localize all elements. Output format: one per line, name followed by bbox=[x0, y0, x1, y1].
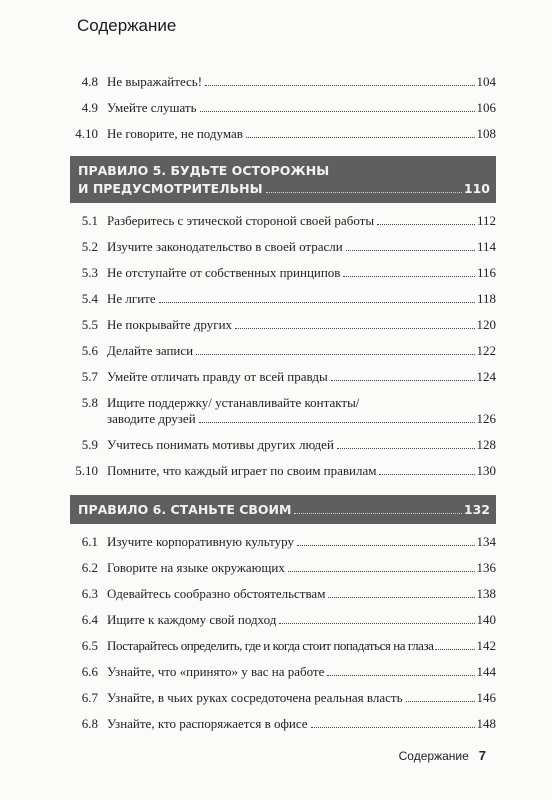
toc-entry[interactable] bbox=[70, 343, 496, 359]
entry-page: 104 bbox=[476, 74, 496, 89]
entry-number: 6.8 bbox=[81, 716, 98, 731]
entry-page: 148 bbox=[476, 716, 496, 731]
entry-number: 4.8 bbox=[81, 74, 98, 89]
dot-leader bbox=[327, 675, 474, 676]
page-number: 7 bbox=[478, 748, 486, 763]
section-header-rule-5[interactable] bbox=[70, 156, 496, 203]
toc-entry[interactable] bbox=[70, 291, 496, 307]
entry-title-line-1: Ищите поддержку/ устанавливайте контакты/ bbox=[107, 395, 360, 410]
entry-page: 138 bbox=[476, 586, 496, 601]
dot-leader bbox=[328, 597, 474, 598]
dot-leader bbox=[266, 192, 462, 193]
entry-number: 5.8 bbox=[81, 395, 98, 410]
toc-entry[interactable] bbox=[70, 716, 496, 732]
entry-title-line-2: заводите друзей bbox=[107, 411, 196, 426]
entry-number: 5.10 bbox=[75, 463, 98, 478]
entry-number: 5.2 bbox=[81, 239, 98, 254]
dot-leader bbox=[159, 302, 475, 303]
entry-number: 6.5 bbox=[81, 638, 98, 653]
entry-number: 6.7 bbox=[81, 690, 98, 705]
toc-entry[interactable] bbox=[70, 317, 496, 333]
dot-leader bbox=[331, 380, 475, 381]
dot-leader bbox=[435, 649, 474, 650]
dot-leader bbox=[196, 354, 474, 355]
toc-entry[interactable] bbox=[70, 534, 496, 550]
dot-leader bbox=[294, 513, 461, 514]
dot-leader bbox=[337, 448, 475, 449]
dot-leader bbox=[377, 224, 475, 225]
toc-entry[interactable] bbox=[70, 74, 496, 90]
entry-page: 134 bbox=[476, 534, 496, 549]
toc-entry[interactable] bbox=[70, 369, 496, 385]
entry-number: 6.6 bbox=[81, 664, 98, 679]
entry-page: 144 bbox=[476, 664, 496, 679]
entry-title: Постарайтесь определить, где и когда стоит попадаться на глаза bbox=[107, 638, 434, 653]
section-page: 132 bbox=[463, 502, 490, 517]
entry-title: Не покрывайте других bbox=[107, 317, 233, 332]
entry-number: 5.3 bbox=[81, 265, 98, 280]
entry-number: 5.9 bbox=[81, 437, 98, 452]
entry-title: Делайте записи bbox=[107, 343, 194, 358]
dot-leader bbox=[200, 111, 475, 112]
entry-number: 4.9 bbox=[81, 100, 98, 115]
entry-page: 146 bbox=[476, 690, 496, 705]
table-of-contents bbox=[70, 74, 496, 742]
entry-title: Узнайте, что «принято» у вас на работе bbox=[107, 664, 325, 679]
entry-page: 126 bbox=[476, 411, 496, 426]
toc-entry[interactable] bbox=[70, 437, 496, 453]
dot-leader bbox=[311, 727, 475, 728]
dot-leader bbox=[199, 422, 475, 423]
entry-page: 140 bbox=[476, 612, 496, 627]
entry-page: 142 bbox=[476, 638, 496, 653]
dot-leader bbox=[235, 328, 474, 329]
entry-page: 116 bbox=[476, 265, 496, 280]
footer-label: Содержание bbox=[398, 749, 469, 763]
entry-title: Не выражайтесь! bbox=[107, 74, 203, 89]
toc-entry[interactable] bbox=[70, 239, 496, 255]
section-header-rule-6[interactable] bbox=[70, 495, 496, 524]
entry-number: 6.3 bbox=[81, 586, 98, 601]
entry-number: 5.6 bbox=[81, 343, 98, 358]
entry-page: 114 bbox=[476, 239, 496, 254]
dot-leader bbox=[288, 571, 475, 572]
entry-title: Умейте слушать bbox=[107, 100, 197, 115]
entry-page: 136 bbox=[476, 560, 496, 575]
entry-number: 5.1 bbox=[81, 213, 98, 228]
dot-leader bbox=[406, 701, 475, 702]
entry-title: Одевайтесь сообразно обстоятельствам bbox=[107, 586, 326, 601]
entry-title: Ищите к каждому свой подход bbox=[107, 612, 277, 627]
entry-page: 108 bbox=[476, 126, 496, 141]
dot-leader bbox=[297, 545, 474, 546]
entry-title: Не отступайте от собственных принципов bbox=[107, 265, 341, 280]
entry-number: 5.7 bbox=[81, 369, 98, 384]
entry-number: 6.2 bbox=[81, 560, 98, 575]
entry-title: Не говорите, не подумав bbox=[107, 126, 243, 141]
dot-leader bbox=[205, 85, 474, 86]
entry-page: 112 bbox=[476, 213, 496, 228]
entry-title: Говорите на языке окружающих bbox=[107, 560, 285, 575]
entry-number: 5.5 bbox=[81, 317, 98, 332]
entry-page: 106 bbox=[476, 100, 496, 115]
section-page: 110 bbox=[463, 181, 490, 196]
entry-title: Узнайте, в чьих руках сосредоточена реальная власть bbox=[107, 690, 403, 705]
entry-title: Изучите корпоративную культуру bbox=[107, 534, 295, 549]
entry-page: 120 bbox=[476, 317, 496, 332]
entry-title: Узнайте, кто распоряжается в офисе bbox=[107, 716, 308, 731]
page-footer bbox=[399, 748, 486, 763]
toc-entry[interactable] bbox=[70, 100, 496, 116]
entry-title: Умейте отличать правду от всей правды bbox=[107, 369, 328, 384]
entry-number: 4.10 bbox=[75, 126, 98, 141]
toc-entry[interactable] bbox=[70, 126, 496, 142]
toc-entry[interactable] bbox=[70, 664, 496, 680]
toc-entry[interactable] bbox=[70, 560, 496, 576]
entry-number: 6.1 bbox=[81, 534, 98, 549]
toc-entry[interactable] bbox=[70, 395, 496, 427]
section-title-line-1: ПРАВИЛО 5. БУДЬТЕ ОСТОРОЖНЫ bbox=[78, 163, 330, 178]
entry-number: 5.4 bbox=[81, 291, 98, 306]
entry-title: Разберитесь с этической стороной своей работы bbox=[107, 213, 375, 228]
dot-leader bbox=[246, 137, 475, 138]
entry-title: Не лгите bbox=[107, 291, 156, 306]
entry-page: 130 bbox=[476, 463, 496, 478]
entry-page: 118 bbox=[476, 291, 496, 306]
entry-page: 124 bbox=[476, 369, 496, 384]
section-title-line-2: И ПРЕДУСМОТРИТЕЛЬНЫ bbox=[78, 181, 263, 196]
entry-number: 6.4 bbox=[81, 612, 98, 627]
page-title: Содержание bbox=[77, 16, 177, 35]
toc-entry[interactable] bbox=[70, 690, 496, 706]
entry-page: 122 bbox=[476, 343, 496, 358]
entry-title: Помните, что каждый играет по своим правилам bbox=[107, 463, 377, 478]
toc-entry[interactable] bbox=[70, 213, 496, 229]
dot-leader bbox=[346, 250, 475, 251]
section-title: ПРАВИЛО 6. СТАНЬТЕ СВОИМ bbox=[78, 502, 292, 517]
toc-entry[interactable] bbox=[70, 612, 496, 628]
entry-title: Изучите законодательство в своей отрасли bbox=[107, 239, 343, 254]
entry-title: Учитесь понимать мотивы других людей bbox=[107, 437, 334, 452]
toc-entry[interactable] bbox=[70, 638, 496, 654]
entry-page: 128 bbox=[476, 437, 496, 452]
toc-entry[interactable] bbox=[70, 586, 496, 602]
toc-entry[interactable] bbox=[70, 463, 496, 479]
dot-leader bbox=[343, 276, 475, 277]
dot-leader bbox=[279, 623, 474, 624]
toc-entry[interactable] bbox=[70, 265, 496, 281]
dot-leader bbox=[379, 474, 474, 475]
